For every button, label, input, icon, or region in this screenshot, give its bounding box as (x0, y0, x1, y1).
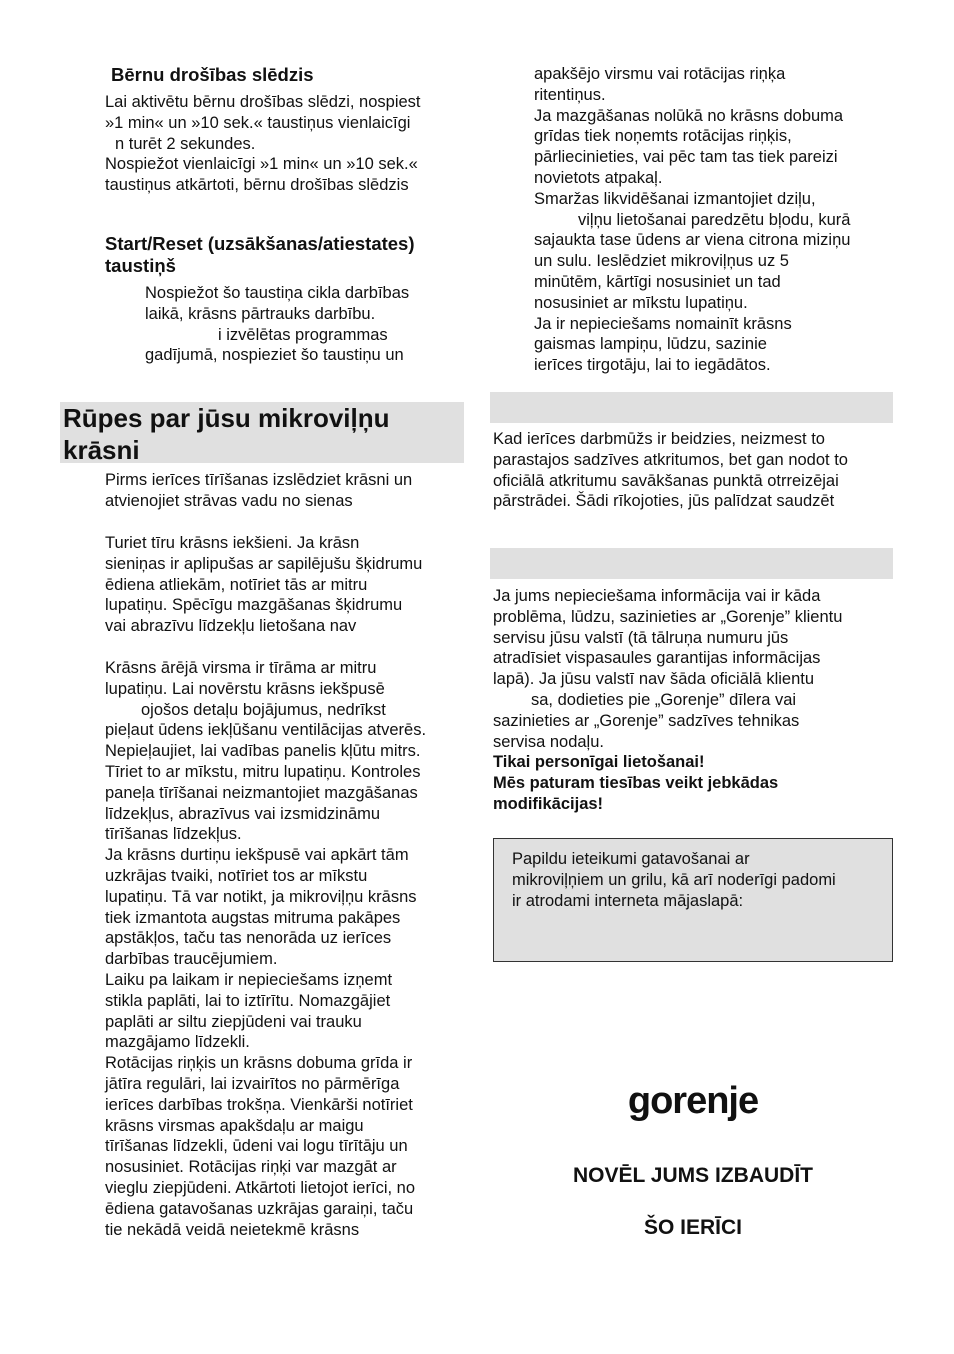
text-line: Laiku pa laikam ir nepieciešams izņemt (105, 970, 393, 989)
text-line: uzkrājas tvaiki, notīriet tos ar mīkstu (105, 866, 368, 885)
text-line: tie nekādā veidā neietekmē krāsns (105, 1220, 360, 1239)
text-line: vieglu ziepjūdeni. Atkārtoti lietojot ierīci, no (105, 1178, 416, 1197)
text-line: līdzekļus, abrazīvus vai izsmidzināmu (105, 804, 381, 823)
slogan-line-1: NOVĒL JUMS IZBAUDĪT (573, 1164, 813, 1187)
text-line: ēdiena atliekām, notīriet tās ar mitru (105, 575, 368, 594)
text-line: apakšējo virsmu vai rotācijas riņķa (534, 65, 786, 83)
start-reset-heading (105, 233, 415, 277)
care-continued-text (534, 64, 850, 376)
text-line: sa, dodieties pie „Gorenje” dīlera vai (531, 690, 797, 709)
text-line: sazinieties ar „Gorenje” sadzīves tehnikas (493, 711, 800, 730)
text-line: darbības traucējumiem. (105, 950, 278, 969)
text-line: taustiņus atkārtoti, bērnu drošības slēdzis (105, 176, 409, 195)
service-text (493, 586, 842, 815)
text-line: Tīriet to ar mīkstu, mitru lupatiņu. Kontroles (105, 762, 421, 781)
text-line: servisa nodaļu. (493, 732, 604, 751)
text-line: nosusiniet. Rotācijas riņķi var mazgāt ar (105, 1158, 397, 1177)
text-line: i izvēlētas programmas (218, 325, 388, 344)
tips-box-text (512, 849, 836, 911)
text-line: ojošos detaļu bojājumus, nedrīkst (141, 700, 386, 719)
text-line: nosusiniet ar mīkstu lupatiņu. (534, 293, 748, 312)
text-line: mazgājamo līdzekli. (105, 1033, 250, 1052)
text-line: Turiet tīru krāsns iekšieni. Ja krāsn (105, 534, 360, 552)
text-line: grīdas tiek noņemts rotācijas riņķis, (534, 127, 792, 146)
care-para-3 (105, 658, 426, 1240)
text-line: atradīsiet vispasaules garantijas informācijas (493, 649, 821, 668)
text-line: minūtēm, kārtīgi nosusiniet un tad (534, 272, 781, 291)
text-line: lupatiņu. Spēcīgu mazgāšanas šķidrumu (105, 596, 403, 615)
text-line: servisu jūsu valstī (tā tālruņa numuru jūs (493, 628, 789, 647)
text-line: pieļaut ūdens iekļūšanu ventilācijas atverēs. (105, 721, 427, 740)
text-line: Lai aktivētu bērnu drošības slēdzi, nospiest (105, 93, 421, 111)
text-line: laikā, krāsns pārtrauks darbību. (145, 304, 376, 323)
text-line: sieniņas ir aplipušas ar sapilējušu šķidrumu (105, 554, 423, 573)
text-line: oficiālā atkritumu savākšanas punktā otrreizējai (493, 471, 839, 490)
text-line: Rotācijas riņķis un krāsns dobuma grīda ir (105, 1054, 413, 1073)
text-line: lupatiņu. Tā var notikt, ja mikroviļņu krāsns (105, 887, 417, 906)
slogan-line-2: ŠO IERĪCI (643, 1216, 743, 1239)
text-line: ierīces darbības trokšņa. Vienkārši notīriet (105, 1095, 413, 1114)
text-line: lupatiņu. Lai novērstu krāsns iekšpusē (105, 679, 385, 698)
text-line: paneļa tīrīšanai neizmantojiet mazgāšanas (105, 783, 418, 802)
text-line: pārstrādei. Šādi rīkojoties, jūs palīdzat saudzēt (493, 492, 835, 511)
text-line: Papildu ieteikumi gatavošanai ar (512, 850, 750, 868)
text-line: pārliecinieties, vai pēc tam tas tiek pareizi (534, 148, 838, 167)
text-line: gadījumā, nospieziet šo taustiņu un (145, 346, 404, 365)
text-line: sajaukta tase ūdens ar viena citrona miziņu (534, 231, 851, 250)
text-line: Nospiežot vienlaicīgi »1 min« un »10 sek.« (105, 155, 418, 174)
tips-box (493, 838, 893, 962)
text-line: Smaržas likvidēšanai izmantojiet dziļu, (534, 189, 816, 208)
text-line: parastajos sadzīves atkritumos, bet gan nodot to (493, 450, 848, 469)
heading-line: taustiņš (105, 255, 176, 276)
text-line: tīrīšanas līdzekli, ūdeni vai logu tīrītāju un (105, 1137, 408, 1156)
text-line: Nepieļaujiet, lai vadības panelis kļūtu mitrs. (105, 742, 421, 761)
text-line: ēdiena gatavošanas uzkrājas garaiņi, taču (105, 1199, 414, 1218)
text-line: novietots atpakaļ. (534, 168, 663, 187)
heading-line: Start/Reset (uzsākšanas/atiestates) (105, 233, 415, 254)
text-line: jātīra regulāri, lai izvairītos no pārmērīga (105, 1074, 400, 1093)
child-lock-heading: Bērnu drošības slēdzis (111, 64, 314, 85)
text-line: mikroviļņiem un grilu, kā arī noderīgi padomi (512, 870, 836, 889)
text-line: ir atrodami interneta mājaslapā: (512, 891, 744, 910)
text-line: Ja ir nepieciešams nomainīt krāsns (534, 314, 792, 333)
text-line: Kad ierīces darbmūžs ir beidzies, neizmest to (493, 430, 825, 448)
logo-text: gorenje (627, 1080, 759, 1122)
text-line: paplāti ar siltu ziepjūdeni vai trauku (105, 1012, 362, 1031)
text-line: atvienojiet strāvas vadu no sienas (105, 491, 353, 510)
text-line: tiek izmantota augstas mitruma pakāpes (105, 908, 401, 927)
care-para-1 (105, 470, 412, 512)
text-line: »1 min« un »10 sek.« taustiņus vienlaicīgi (105, 113, 411, 132)
text-line: lapā). Ja jūsu valstī nav šāda oficiālā klientu (493, 670, 815, 689)
text-line: stikla paplāti, lai to iztīrītu. Nomazgājiet (105, 991, 391, 1010)
text-line: Ja krāsns durtiņu iekšpusē vai apkārt tām (105, 846, 409, 865)
text-line: gaismas lampiņu, lūdzu, sazinie (534, 335, 767, 354)
care-section-bar (60, 402, 464, 463)
text-line: Krāsns ārējā virsma ir tīrāma ar mitru (105, 659, 377, 677)
service-section-bar (490, 548, 893, 579)
text-line: Nospiežot šo taustiņa cikla darbības (145, 284, 410, 302)
care-para-2 (105, 533, 422, 637)
disposal-text (493, 429, 848, 512)
bold-line: modifikācijas! (493, 794, 604, 813)
text-line: viļņu lietošanai paredzētu bļodu, kurā (578, 210, 851, 229)
text-line: apstākļos, taču tas nenorāda uz ierīces (105, 929, 392, 948)
text-line: n turēt 2 sekundes. (115, 134, 256, 153)
text-line: Ja jums nepieciešama informācija vai ir kāda (493, 587, 821, 605)
text-line: problēma, lūdzu, sazinieties ar „Gorenje” klientu (493, 607, 843, 626)
care-section-title (60, 402, 464, 466)
text-line: ierīces tirgotāju, lai to iegādātos. (534, 356, 771, 375)
text-line: krāsns virsmas apakšdaļu ar maigu (105, 1116, 364, 1135)
text-line: un sulu. Ieslēdziet mikroviļņus uz 5 (534, 252, 789, 271)
gorenje-logo (593, 1080, 793, 1123)
text-line: Ja mazgāšanas nolūkā no krāsns dobuma (534, 106, 844, 125)
title-line: Rūpes par jūsu mikroviļņu (63, 403, 390, 433)
bold-line: Tikai personīgai lietošanai! (493, 753, 705, 772)
start-reset-text (145, 283, 409, 366)
bold-line: Mēs paturam tiesības veikt jebkādas (493, 774, 779, 793)
text-line: ritentiņus. (534, 85, 606, 104)
disposal-section-bar (490, 392, 893, 423)
text-line: tīrīšanas līdzekļus. (105, 825, 242, 844)
text-line: vai abrazīvu līdzekļu lietošana nav (105, 617, 357, 636)
child-lock-text (105, 92, 421, 196)
text-line: Pirms ierīces tīrīšanas izslēdziet krāsni un (105, 471, 413, 489)
title-line: krāsni (63, 435, 140, 465)
